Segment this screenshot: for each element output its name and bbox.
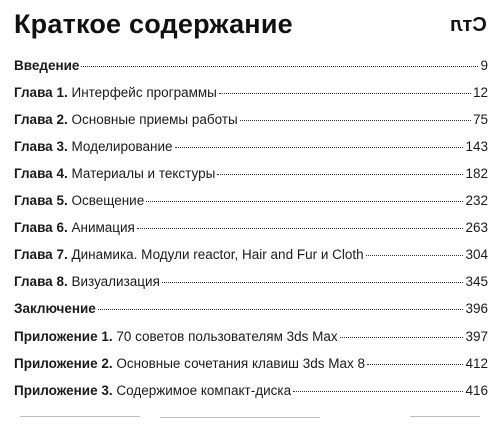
dot-leader <box>219 93 471 94</box>
dot-leader <box>98 309 464 310</box>
toc-entry-page: 412 <box>465 356 488 371</box>
dot-leader <box>217 174 463 175</box>
toc-entry-appendix-1 <box>14 327 488 347</box>
toc-entry-chapter: Глава 5. <box>14 193 68 208</box>
toc-entry-title: 70 советов пользователям 3ds Max <box>116 329 338 344</box>
toc-entry-label <box>14 83 217 103</box>
toc-entry-chapter: Введение <box>14 58 80 73</box>
toc-entry-title: Основные сочетания клавиш 3ds Max 8 <box>116 356 365 371</box>
toc-entry-chapter-2 <box>14 110 488 130</box>
toc-entry-page: 12 <box>472 85 488 100</box>
toc-entry-label <box>14 245 364 265</box>
dot-leader <box>340 337 464 338</box>
toc-entry-appendix-3 <box>14 381 488 401</box>
show-through-line <box>410 416 480 417</box>
toc-entry-label <box>14 191 144 211</box>
toc-entry-chapter-8 <box>14 272 488 292</box>
toc-entry-label <box>14 354 365 374</box>
toc-entry-introduction <box>14 56 488 76</box>
toc-entry-title: Основные приемы работы <box>71 112 238 127</box>
toc-entry-label <box>14 218 135 238</box>
toc-entry-page: 416 <box>465 383 488 398</box>
toc-entry-title: Материалы и текстуры <box>71 166 216 181</box>
dot-leader <box>366 255 464 256</box>
toc-entry-chapter: Глава 3. <box>14 139 68 154</box>
dot-leader <box>367 364 463 365</box>
toc-entry-chapter: Глава 6. <box>14 220 68 235</box>
toc-entry-chapter-4 <box>14 164 488 184</box>
toc-entry-conclusion <box>14 299 488 319</box>
toc-entry-page: 9 <box>480 58 488 73</box>
toc-entry-page: 182 <box>465 166 488 181</box>
dot-leader <box>81 66 478 67</box>
toc-entry-chapter-1 <box>14 83 488 103</box>
toc-entry-label <box>14 137 173 157</box>
toc-entry-chapter: Глава 1. <box>14 85 68 100</box>
toc-entry-title: Динамика. Модули reactor, Hair and Fur и Cloth <box>71 247 364 262</box>
toc-entry-label <box>14 110 238 130</box>
toc-entry-label <box>14 299 96 319</box>
toc-entry-label <box>14 56 79 76</box>
toc-entry-chapter: Заключение <box>14 301 96 316</box>
toc-entry-appendix-2 <box>14 354 488 374</box>
toc-entry-chapter: Глава 8. <box>14 274 68 289</box>
show-through-line <box>160 417 320 418</box>
toc-entry-title: Анимация <box>71 220 135 235</box>
dot-leader <box>240 120 471 121</box>
toc-entry-title: Визуализация <box>71 274 160 289</box>
toc-entry-page: 75 <box>472 112 488 127</box>
toc-entry-page: 397 <box>465 329 488 344</box>
toc-entry-label <box>14 327 338 347</box>
dot-leader <box>137 228 464 229</box>
toc-entry-page: 345 <box>465 274 488 289</box>
toc-entry-label <box>14 164 215 184</box>
dot-leader <box>293 391 463 392</box>
toc-entry-page: 304 <box>465 247 488 262</box>
toc-entry-title: Освещение <box>71 193 145 208</box>
toc-entry-chapter-6 <box>14 218 488 238</box>
page-title: Краткое содержание <box>14 9 293 39</box>
toc-entry-label <box>14 381 291 401</box>
toc-entry-title: Интерфейс программы <box>71 85 217 100</box>
toc-entry-page: 143 <box>465 139 488 154</box>
toc-entry-chapter: Глава 4. <box>14 166 68 181</box>
toc-entry-chapter-5 <box>14 191 488 211</box>
toc-entry-page: 232 <box>465 193 488 208</box>
dot-leader <box>175 147 464 148</box>
toc-entry-chapter: Глава 7. <box>14 247 68 262</box>
toc-entry-page: 263 <box>465 220 488 235</box>
toc-entry-label <box>14 272 160 292</box>
toc-entry-page: 396 <box>465 301 488 316</box>
toc-entry-chapter: Приложение 3. <box>14 383 113 398</box>
toc-entry-chapter: Глава 2. <box>14 112 68 127</box>
corner-page-mark: Стл <box>450 14 487 36</box>
toc-entry-chapter-7 <box>14 245 488 265</box>
toc-entry-chapter: Приложение 2. <box>14 356 113 371</box>
toc-entry-title: Моделирование <box>71 139 173 154</box>
toc-entry-title: Содержимое компакт-диска <box>116 383 292 398</box>
dot-leader <box>146 201 463 202</box>
toc-entry-chapter: Приложение 1. <box>14 329 113 344</box>
toc-entry-chapter-3 <box>14 137 488 157</box>
dot-leader <box>162 282 464 283</box>
show-through-line <box>20 416 140 417</box>
